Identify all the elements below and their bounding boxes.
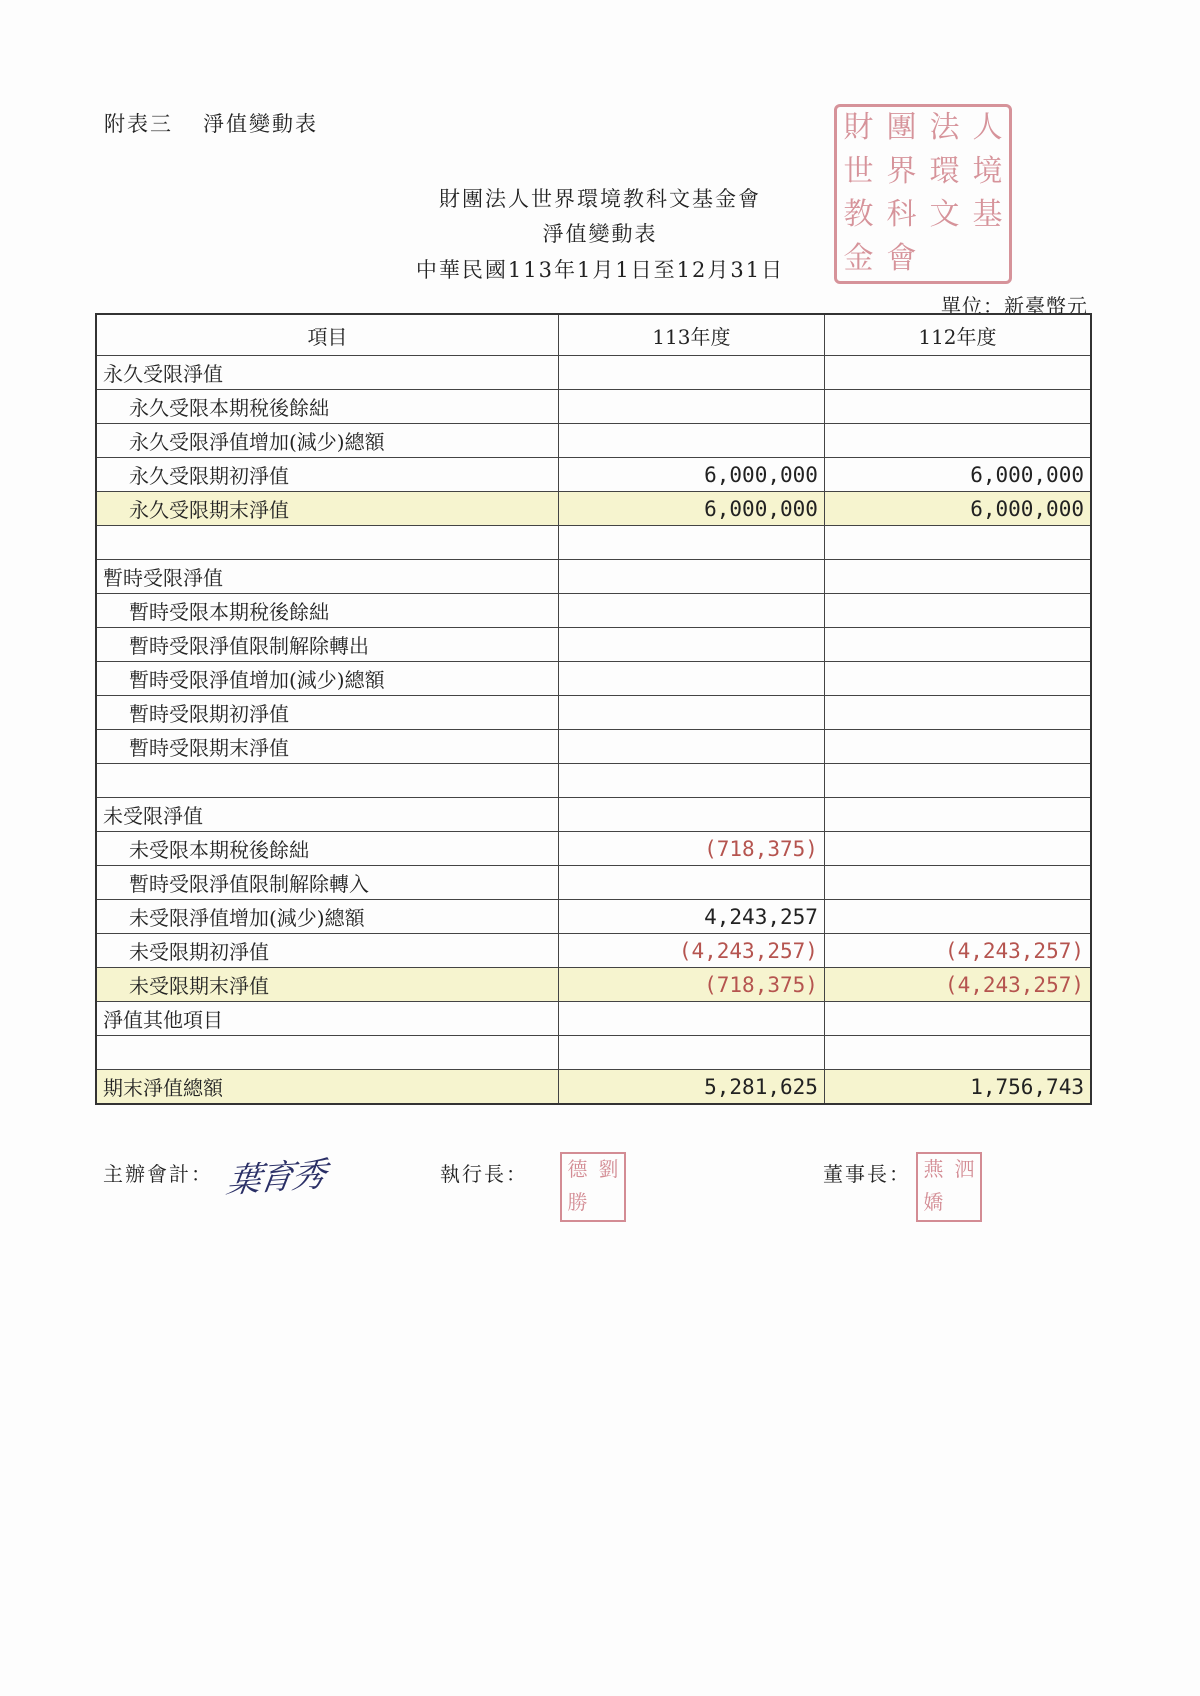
row-label: 暫時受限期初淨值 — [96, 696, 558, 730]
seal-glyph: 科 — [886, 197, 917, 232]
seal-glyph: 法 — [929, 110, 960, 145]
seal-glyph: 團 — [886, 110, 917, 145]
table-header — [96, 314, 1091, 356]
value-113: 6,000,000 — [558, 492, 824, 526]
table-row — [96, 1070, 1091, 1105]
row-label: 永久受限期初淨值 — [96, 458, 558, 492]
seal-glyph: 世 — [843, 153, 874, 189]
value-113 — [558, 594, 824, 628]
table-row — [96, 526, 1091, 560]
table-row — [96, 356, 1091, 390]
row-label: 淨值其他項目 — [96, 1002, 558, 1036]
table-row — [96, 424, 1091, 458]
seal-glyph: 財 — [843, 110, 874, 145]
table-row — [96, 832, 1091, 866]
row-label: 暫時受限淨值 — [96, 560, 558, 594]
row-label: 暫時受限淨值增加(減少)總額 — [96, 662, 558, 696]
appendix-number: 附表三 — [104, 112, 173, 136]
row-label: 永久受限本期稅後餘絀 — [96, 390, 558, 424]
value-112 — [824, 696, 1091, 730]
appendix-label — [104, 108, 318, 138]
value-113 — [558, 424, 824, 458]
value-112: (4,243,257) — [824, 968, 1091, 1002]
row-label: 永久受限期末淨值 — [96, 492, 558, 526]
seal-glyph: 金 — [843, 240, 874, 276]
value-112 — [824, 662, 1091, 696]
value-113: 6,000,000 — [558, 458, 824, 492]
row-label — [96, 526, 558, 560]
value-113 — [558, 764, 824, 798]
value-113 — [558, 356, 824, 390]
table-row — [96, 866, 1091, 900]
seal-glyph: 基 — [972, 197, 1003, 232]
accountant-label: 主辦會計： — [103, 1162, 213, 1186]
appendix-title: 淨值變動表 — [203, 112, 318, 136]
ceo-seal: 德 劉 勝 — [560, 1152, 626, 1222]
value-113 — [558, 526, 824, 560]
value-112: 6,000,000 — [824, 492, 1091, 526]
table-row — [96, 628, 1091, 662]
table-row — [96, 934, 1091, 968]
value-113 — [558, 628, 824, 662]
seal-glyph: 界 — [886, 153, 917, 189]
value-112 — [824, 832, 1091, 866]
row-label: 永久受限淨值增加(減少)總額 — [96, 424, 558, 458]
value-113 — [558, 730, 824, 764]
table-row — [96, 560, 1091, 594]
seal-glyph: 教 — [843, 197, 874, 232]
table-row — [96, 730, 1091, 764]
row-label: 暫時受限期末淨值 — [96, 730, 558, 764]
seal-glyph: 文 — [929, 197, 960, 232]
seal-glyph: 境 — [972, 153, 1003, 189]
value-113 — [558, 798, 824, 832]
row-label: 未受限期末淨值 — [96, 968, 558, 1002]
value-112 — [824, 1036, 1091, 1070]
value-112: 1,756,743 — [824, 1070, 1091, 1105]
col-112: 112年度 — [824, 314, 1091, 356]
accountant-signature: 葉育秀 — [224, 1154, 327, 1202]
report-title: 淨值變動表 — [542, 222, 658, 246]
row-label: 暫時受限本期稅後餘絀 — [96, 594, 558, 628]
value-113 — [558, 662, 824, 696]
row-label: 未受限期初淨值 — [96, 934, 558, 968]
table-row — [96, 798, 1091, 832]
value-112 — [824, 390, 1091, 424]
value-113 — [558, 696, 824, 730]
value-113 — [558, 390, 824, 424]
table-row — [96, 696, 1091, 730]
value-112 — [824, 764, 1091, 798]
value-112 — [824, 798, 1091, 832]
value-113: (4,243,257) — [558, 934, 824, 968]
row-label: 暫時受限淨值限制解除轉出 — [96, 628, 558, 662]
table-row — [96, 594, 1091, 628]
table-row — [96, 1002, 1091, 1036]
value-112 — [824, 866, 1091, 900]
table-row — [96, 900, 1091, 934]
table-row — [96, 662, 1091, 696]
col-113: 113年度 — [558, 314, 824, 356]
table-row — [96, 492, 1091, 526]
table-row — [96, 968, 1091, 1002]
value-113 — [558, 866, 824, 900]
value-112 — [824, 356, 1091, 390]
row-label: 期末淨值總額 — [96, 1070, 558, 1105]
seal-glyph: 會 — [886, 240, 917, 276]
value-112 — [824, 1002, 1091, 1036]
value-113 — [558, 1036, 824, 1070]
value-113 — [558, 1002, 824, 1036]
col-item: 項目 — [96, 314, 558, 356]
row-label: 永久受限淨值 — [96, 356, 558, 390]
row-label: 未受限淨值增加(減少)總額 — [96, 900, 558, 934]
chair-label: 董事長： — [823, 1162, 911, 1186]
table-row — [96, 1036, 1091, 1070]
report-period: 中華民國113年1月1日至12月31日 — [415, 258, 785, 282]
value-113: 5,281,625 — [558, 1070, 824, 1105]
value-113: 4,243,257 — [558, 900, 824, 934]
value-112: 6,000,000 — [824, 458, 1091, 492]
row-label: 未受限本期稅後餘絀 — [96, 832, 558, 866]
table-row — [96, 458, 1091, 492]
row-label — [96, 1036, 558, 1070]
chair-seal: 燕 泗 嬌 — [916, 1152, 982, 1222]
table-row — [96, 390, 1091, 424]
value-112 — [824, 424, 1091, 458]
value-112 — [824, 560, 1091, 594]
seal-glyph: 環 — [929, 153, 960, 189]
value-113 — [558, 560, 824, 594]
currency-unit: 單位：新臺幣元 — [941, 294, 1088, 318]
value-112 — [824, 900, 1091, 934]
value-112 — [824, 594, 1091, 628]
value-112 — [824, 628, 1091, 662]
org-name: 財團法人世界環境教科文基金會 — [439, 187, 761, 211]
value-112: (4,243,257) — [824, 934, 1091, 968]
ceo-label: 執行長： — [440, 1162, 528, 1186]
value-113: (718,375) — [558, 968, 824, 1002]
value-112 — [824, 730, 1091, 764]
net-worth-table — [95, 313, 1092, 1105]
table-row — [96, 764, 1091, 798]
value-113: (718,375) — [558, 832, 824, 866]
row-label: 未受限淨值 — [96, 798, 558, 832]
seal-glyph: 人 — [972, 110, 1003, 145]
row-label — [96, 764, 558, 798]
value-112 — [824, 526, 1091, 560]
row-label: 暫時受限淨值限制解除轉入 — [96, 866, 558, 900]
